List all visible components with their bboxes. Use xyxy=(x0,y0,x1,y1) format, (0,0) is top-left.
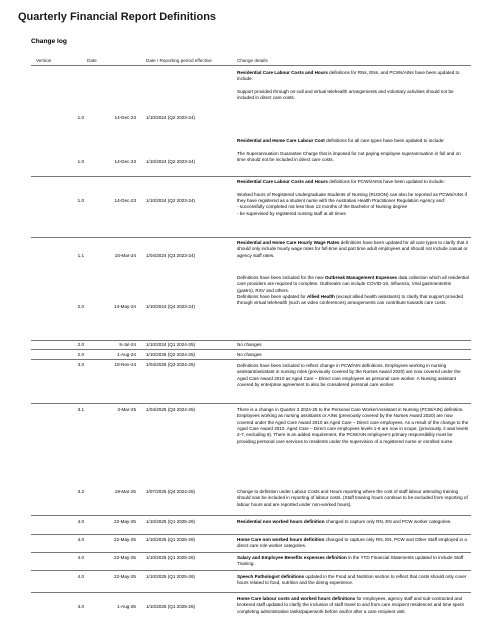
details-cell: No changes xyxy=(237,352,262,357)
detail-text: definitions for all care types have been updated to include: xyxy=(324,138,445,143)
detail-text: updated in the Food and Nutrition section to reflect that costs should only cover hours related to food, nutrition and the dining experience. xyxy=(237,574,467,586)
section-heading: Change log xyxy=(31,38,67,45)
term: Outbreak Management Expenses xyxy=(324,275,398,280)
term: Home Care non worked hours definition xyxy=(237,537,325,542)
detail-text: data collection which all residential care providers are required to complete. Outbreaks can include COVID-19, Influenza, Viral gastroenteritis (gastro), RSV and others. xyxy=(237,275,469,293)
version-cell: 4.0 xyxy=(77,519,84,524)
row-rule xyxy=(31,534,471,535)
details-cell xyxy=(237,519,469,525)
date-cell: 1-Aug-24 xyxy=(117,352,136,357)
date-cell: 8-Jul-24 xyxy=(119,342,136,347)
version-cell: 1.0 xyxy=(77,115,84,120)
date-cell: 15-Mar-24 xyxy=(114,253,136,258)
version-cell: 3.1 xyxy=(77,407,84,412)
period-cell: 1/04/2025 (Q3 2024-25) xyxy=(146,407,196,412)
row-rule xyxy=(31,552,471,553)
page-title: Quarterly Financial Report Definitions xyxy=(18,11,217,23)
date-cell: 14-Dec-23 xyxy=(114,115,136,120)
detail-text: in the YTD Financial Statements updated to include Staff Training. xyxy=(237,555,464,567)
details-cell xyxy=(237,596,469,615)
date-cell: 3-Mar-25 xyxy=(117,407,136,412)
version-cell: 3.2 xyxy=(77,489,84,494)
detail-text: definitions have been updated for all care types to clarify that it should only include hourly wage rates for full-time and part time adult employees and should not include casual or agency staff rates. xyxy=(237,240,468,258)
detail-text: changed to capture only RN, EN, PCW and Other Staff employed in a direct care role worker categories. xyxy=(237,537,467,549)
period-cell: 1/10/2024 (Q4 2023-24) xyxy=(146,304,196,309)
details-cell xyxy=(237,555,469,568)
period-cell: 1/10/2025 (Q1 2025-26) xyxy=(146,519,196,524)
date-cell: 18-Nov-24 xyxy=(114,362,136,367)
version-cell: 3.0 xyxy=(77,362,84,367)
row-rule xyxy=(31,515,471,516)
row-rule xyxy=(31,176,471,177)
row-rule xyxy=(31,237,471,238)
term: Residential non worked hours definition xyxy=(237,519,325,524)
column-header-details: Change details xyxy=(237,58,268,63)
column-header-period: Date / Reporting period effective xyxy=(146,58,212,63)
period-cell: 1/10/2024 (Q2 2023-24) xyxy=(146,159,196,164)
date-cell: 19-Mar-25 xyxy=(114,489,136,494)
details-cell xyxy=(237,138,469,163)
period-cell: 1/10/2025 (Q1 2025-26) xyxy=(146,574,196,579)
period-cell: 1/10/2024 (Q2 2023-24) xyxy=(146,115,196,120)
term: Allied Health xyxy=(306,294,335,300)
version-cell: 4.0 xyxy=(77,555,84,560)
period-cell: 1/10/2025 (Q1 2025-26) xyxy=(146,555,196,560)
version-cell: 1.0 xyxy=(77,198,84,203)
row-rule xyxy=(31,570,471,571)
period-cell: 1/10/2024 (Q2 2023-24) xyxy=(146,198,196,203)
detail-text: changed to capture only RN, EN and PCW worker categories. xyxy=(324,519,452,524)
details-cell: There is a change in Quarter 3 2024-25 to the Personal Care Worker/Assistant in Nursing (PCW/AIN) definition. Employees working as nursing assistants or AINs (previously covered by the Nurses Award 2020) are now covered under the Aged Care Award 2010 as Aged Care – Direct care employees. As a result of the change to the Aged Care Award 2010, Aged Care – Direct care employees levels 1-6 are now in scope, (previously, it was levels 2-7, excluding 6). There is an added requirement, the PCW/AIN employee's primary responsibility must be providing personal care services to residents under the supervision of a registered nurse or enrolled nurse. xyxy=(237,407,469,444)
version-cell: 4.0 xyxy=(77,574,84,579)
detail-text: - successfully completed not less than 12 months of the Bachelor of Nursing degree xyxy=(237,204,408,210)
details-cell xyxy=(237,179,469,217)
detail-text: for employees, agency staff and sub-contracted and brokered staff updated to clarify the inclusion of staff travel to and from care recipient residences and time spent completing administrative tasks/paperwork before and/or after a care recipient visit. xyxy=(237,596,464,614)
version-cell: 2.0 xyxy=(77,342,84,347)
detail-text: Definitions have been updated for xyxy=(237,294,307,300)
period-cell: 1/10/2025 (Q2 2024-25) xyxy=(146,352,196,357)
date-cell: 14-Dec-23 xyxy=(114,198,136,203)
term: Salary and Employee Benefits expenses definition xyxy=(237,555,347,560)
details-cell xyxy=(237,574,469,587)
row-rule xyxy=(31,340,471,341)
version-cell: 2.0 xyxy=(77,352,84,357)
details-cell: Definitions have been included to reflect change in PCW/AIN definitions. Employees working in nursing assistant/assistant in nursing roles (previously covered by the Nurses Award 2020) are now covered under the Aged Care Award 2010 as Aged Care – Direct care employees as personal care worker. A Nursing assistant covered by enterprise agreement to also be considered personal care worker. xyxy=(237,363,461,388)
version-cell: 4.0 xyxy=(77,537,84,542)
version-cell: 2.0 xyxy=(77,304,84,309)
date-cell: 22-May-25 xyxy=(114,519,136,524)
period-cell: 1/10/2025 (Q1 2025-26) xyxy=(146,604,196,609)
detail-text: Worked hours of Registered Undergraduate Students of Nursing (RUSON) can also be reported as PCWs/AINs if they have registered as a student nurse with the Australian Health Practitioner Regulation Agency and: xyxy=(237,191,467,204)
term: Residential Care Labour Costs and Hours xyxy=(237,70,328,75)
column-header-version: Version xyxy=(36,58,52,63)
row-rule xyxy=(31,403,471,404)
date-cell: 22-May-25 xyxy=(114,574,136,579)
detail-text: Support provided through on-call and virtual telehealth arrangements and voluntary activities should not be included in direct care costs. xyxy=(237,89,454,101)
version-cell: 4.0 xyxy=(77,604,84,609)
term: Speech Pathologist definitions xyxy=(237,574,305,579)
term: Residential and Home Care Hourly Wage Rates xyxy=(237,240,340,245)
row-rule xyxy=(31,359,471,360)
version-cell: 1.1 xyxy=(77,253,84,258)
date-cell: 22-May-25 xyxy=(114,537,136,542)
period-cell: 1/07/2025 (Q4 2024-25) xyxy=(146,489,196,494)
details-cell xyxy=(237,275,469,307)
row-rule xyxy=(31,349,471,350)
row-rule xyxy=(31,592,471,593)
term: Residential Care Labour Costs and Hours xyxy=(237,179,328,184)
details-cell xyxy=(237,70,469,102)
details-cell: Change to definition under Labour Costs and Hours reporting where the cost of staff labour attending training should now be included in reporting of labour costs. (Staff training hours continue to be excluded from reporting of labour hours and are reported under non-worked hours). xyxy=(237,489,468,507)
detail-text: The Superannuation Guarantee Charge that is imposed for not paying employee superannuation in full and on time should not be included in direct care costs. xyxy=(237,150,461,163)
details-cell xyxy=(237,537,469,550)
detail-text: definitions for RNs, ENs, and PCWs/AINs have been updated to include: xyxy=(237,70,460,82)
period-cell: 1/04/2024 (Q3 2023-24) xyxy=(146,253,196,258)
period-cell: 1/10/2024 (Q1 2024-25) xyxy=(146,342,196,347)
period-cell: 1/04/2025 (Q3 2024-25) xyxy=(146,362,196,367)
date-cell: 14-Dec-23 xyxy=(114,159,136,164)
detail-text: definitions for PCWs/AINs have been updated to include: xyxy=(327,179,445,184)
version-cell: 1.0 xyxy=(77,159,84,164)
header-rule xyxy=(31,65,471,66)
detail-text: - be supervised by registered nursing staff at all times xyxy=(237,210,346,216)
details-cell xyxy=(237,240,469,259)
detail-text: (except allied health assistants) to clarify that support provided through virtual telehealth (such as video conferences) arrangements can contribute towards care costs. xyxy=(237,294,463,306)
date-cell: 14-May-24 xyxy=(114,304,136,309)
date-cell: 1-Aug-25 xyxy=(117,604,136,609)
term: Residential and Home Care Labour Cost xyxy=(237,138,325,143)
column-header-date: Date xyxy=(87,58,97,63)
date-cell: 22-May-25 xyxy=(114,555,136,560)
term: Home Care labour costs and worked hours definitions xyxy=(237,596,356,601)
detail-text: Definitions have been included for the new xyxy=(237,275,325,280)
details-cell: No changes xyxy=(237,342,262,347)
period-cell: 1/10/2025 (Q1 2025-26) xyxy=(146,537,196,542)
